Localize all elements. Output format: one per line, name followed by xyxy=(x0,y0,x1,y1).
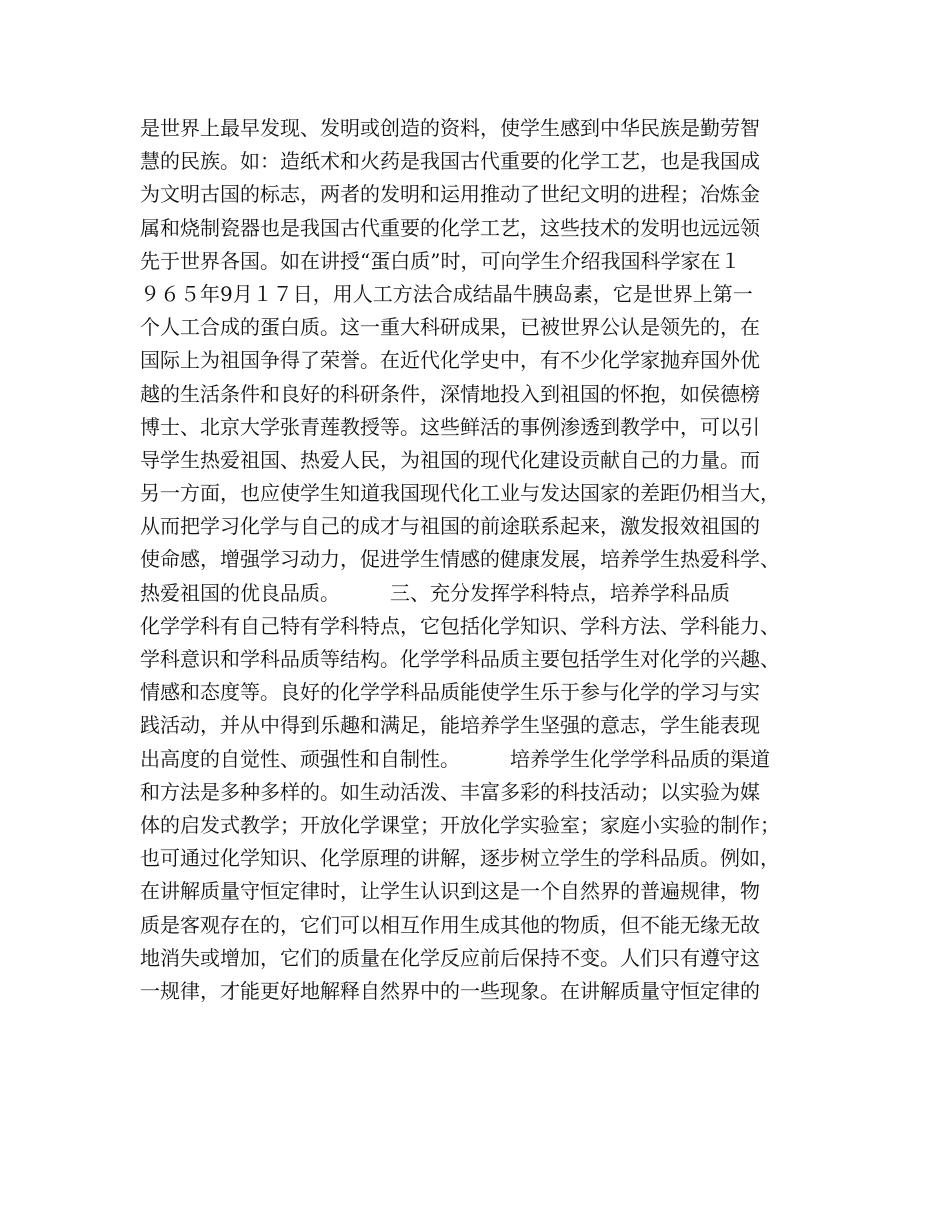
text-line: 是世界上最早发现、发明或创造的资料，使学生感到中华民族是勤劳智 xyxy=(140,116,760,140)
text-line: 质是客观存在的，它们可以相互作用生成其他的物质，但不能无缘无故 xyxy=(140,912,760,937)
text-line: 慧的民族。如：造纸术和火药是我国古代重要的化学工艺，也是我国成 xyxy=(140,149,760,174)
text-line: 博士、北京大学张青莲教授等。这些鲜活的事例渗透到教学中，可以引 xyxy=(140,414,760,439)
text-line: 越的生活条件和良好的科研条件，深情地投入到祖国的怀抱，如侯德榜 xyxy=(140,381,760,406)
text-line: 也可通过化学知识、化学原理的讲解，逐步树立学生的学科品质。例如， xyxy=(140,846,780,871)
text-line: 属和烧制瓷器也是我国古代重要的化学工艺，这些技术的发明也远远领 xyxy=(140,215,760,240)
text-line: ９６５年9月１７日，用人工方法合成结晶牛胰岛素，它是世界上第一 xyxy=(140,281,753,306)
text-line: 使命感，增强学习动力，促进学生情感的健康发展，培养学生热爱科学、 xyxy=(140,547,780,572)
body-text xyxy=(140,112,830,1008)
text-line: 和方法是多种多样的。如生动活泼、丰富多彩的科技活动；以实验为媒 xyxy=(140,779,760,804)
text-line: 体的启发式教学；开放化学课堂；开放化学实验室；家庭小实验的制作； xyxy=(140,812,780,837)
text-line: 国际上为祖国争得了荣誉。在近代化学史中，有不少化学家抛弃国外优 xyxy=(140,348,760,373)
text-line: 为文明古国的标志，两者的发明和运用推动了世纪文明的进程；冶炼金 xyxy=(140,182,760,207)
text-line: 化学学科有自己特有学科特点，它包括化学知识、学科方法、学科能力、 xyxy=(140,613,780,638)
text-line: 践活动，并从中得到乐趣和满足，能培养学生坚强的意志，学生能表现 xyxy=(140,713,760,738)
text-line: 情感和态度等。良好的化学学科品质能使学生乐于参与化学的学习与实 xyxy=(140,680,760,705)
text-line: 一规律，才能更好地解释自然界中的一些现象。在讲解质量守恒定律的 xyxy=(140,978,760,1003)
text-line: 个人工合成的蛋白质。这一重大科研成果，已被世界公认是领先的，在 xyxy=(140,315,760,340)
text-line: 学科意识和学科品质等结构。化学学科品质主要包括学生对化学的兴趣、 xyxy=(140,647,780,671)
text-line: 另一方面，也应使学生知道我国现代化工业与发达国家的差距仍相当大， xyxy=(140,481,780,506)
text-line: 先于世界各国。如在讲授“蛋白质”时，可向学生介绍我国科学家在１ xyxy=(140,248,741,273)
text-line: 导学生热爱祖国、热爱人民，为祖国的现代化建设贡献自己的力量。而 xyxy=(140,447,760,472)
text-line: 出高度的自觉性、顽强性和自制性。 培养学生化学学科品质的渠道 xyxy=(140,746,770,771)
text-line: 从而把学习化学与自己的成才与祖国的前途联系起来，激发报效祖国的 xyxy=(140,514,760,539)
text-line: 地消失或增加，它们的质量在化学反应前后保持不变。人们只有遵守这 xyxy=(140,945,760,970)
text-line: 热爱祖国的优良品质。 三、充分发挥学科特点，培养学科品质 xyxy=(140,580,770,605)
text-line: 在讲解质量守恒定律时，让学生认识到这是一个自然界的普遍规律，物 xyxy=(140,879,760,904)
